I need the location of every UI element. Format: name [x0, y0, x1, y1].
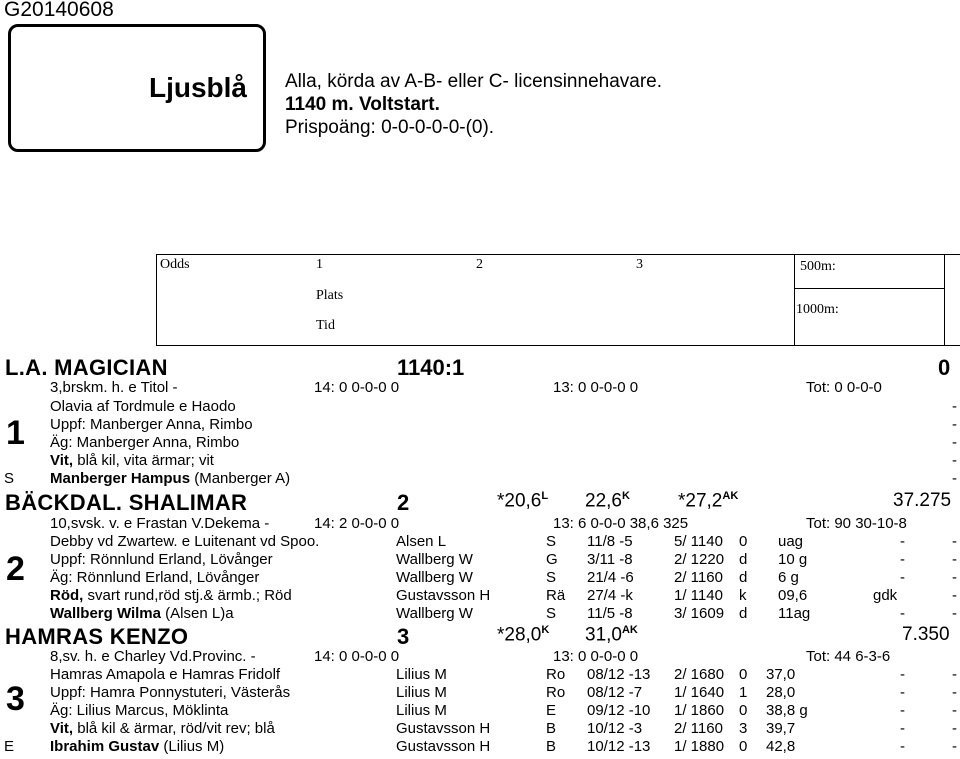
past-time: uag	[778, 533, 804, 550]
racing-colors: Röd, svart rund,röd stj.& ärmb.; Röd	[50, 587, 292, 604]
race-conditions	[285, 70, 662, 139]
condition-line: Alla, körda av A-B- eller C- licensinnehavare.	[285, 71, 663, 92]
past-placing: 1/ 1880	[674, 738, 725, 755]
breeder: Uppf: Manberger Anna, Rimbo	[50, 416, 253, 433]
row-dash: -	[952, 470, 957, 487]
colors-main: Vit,	[50, 452, 74, 469]
past-placing: 2/ 1160	[674, 720, 723, 737]
past-time: 11ag	[778, 605, 811, 622]
record-3: $*27,2^{AK}$	[678, 490, 739, 512]
row-dash: -	[952, 684, 957, 701]
stats-total: Tot: 44 6-3-6	[806, 648, 891, 665]
start-position: 2	[397, 490, 410, 515]
past-driver: Wallberg W	[396, 605, 473, 622]
odds-500m-label: 500m:	[800, 259, 836, 274]
start-number: 1	[6, 414, 25, 452]
odds-plats-label: Plats	[316, 288, 344, 303]
past-extra: -	[900, 702, 905, 719]
horse-info: 10,svsk. v. e Frastan V.Dekema -	[50, 515, 270, 532]
driver: Ibrahim Gustav (Lilius M)	[50, 738, 225, 755]
stats-2013: 13: 0 0-0-0 0	[553, 379, 639, 396]
past-date: 27/4 -k	[587, 587, 633, 604]
past-extra: -	[900, 605, 905, 622]
condition-line: Prispoäng: 0-0-0-0-0-(0).	[285, 117, 495, 138]
past-date: 08/12 -7	[587, 684, 643, 701]
race-color-box	[8, 24, 266, 152]
condition-line: 1140 m. Voltstart.	[285, 94, 440, 115]
past-time: 39,7	[766, 720, 796, 737]
past-date: 3/11 -8	[587, 551, 633, 568]
past-placing: 1/ 1640	[674, 684, 725, 701]
past-extra: -	[900, 569, 905, 586]
past-extra: -	[900, 551, 905, 568]
start-position: 3	[397, 624, 410, 649]
past-track: G	[546, 551, 558, 568]
horse-info: 3,brskm. h. e Titol -	[50, 379, 178, 396]
earnings: 37.275	[893, 490, 952, 511]
odds-label: Odds	[160, 257, 190, 272]
pedigree: Hamras Amapola e Hamras Fridolf	[50, 666, 281, 683]
past-date: 10/12 -13	[587, 738, 651, 755]
distance-time: 1140:1	[397, 355, 465, 380]
past-time: 10 g	[778, 551, 808, 568]
odds-tid-label: Tid	[316, 318, 335, 333]
owner: Äg: Manberger Anna, Rimbo	[50, 434, 240, 451]
past-driver: Gustavsson H	[396, 720, 491, 737]
past-mode: 0	[739, 702, 748, 719]
past-track: B	[546, 720, 557, 737]
past-date: 08/12 -13	[587, 666, 651, 683]
stats-2014: 14: 0 0-0-0 0	[314, 648, 400, 665]
past-driver: Wallberg W	[396, 551, 473, 568]
past-driver: Gustavsson H	[396, 587, 491, 604]
pedigree: Olavia af Tordmule e Haodo	[50, 398, 236, 415]
earnings: 0	[938, 355, 951, 380]
odds-1000m-label: 1000m:	[796, 302, 839, 317]
row-dash: -	[952, 434, 957, 451]
past-track: S	[546, 605, 557, 622]
race-code: G20140608	[4, 0, 114, 21]
start-number: 3	[6, 680, 25, 718]
past-mode: 3	[739, 720, 748, 737]
pedigree: Debby vd Zwartew. e Luitenant vd Spoo.	[50, 533, 320, 550]
breeder: Uppf: Hamra Ponnystuteri, Västerås	[50, 684, 291, 701]
past-time: 42,8	[766, 738, 796, 755]
stats-2013: 13: 0 0-0-0 0	[553, 648, 639, 665]
past-driver: Lilius M	[396, 684, 447, 701]
stats-2014: 14: 0 0-0-0 0	[314, 379, 400, 396]
past-track: E	[546, 702, 557, 719]
shoe-letter: S	[4, 470, 15, 487]
past-placing: 2/ 1680	[674, 666, 725, 683]
past-driver: Lilius M	[396, 702, 447, 719]
past-time: 6 g	[778, 569, 799, 586]
past-driver: Gustavsson H	[396, 738, 491, 755]
past-date: 10/12 -3	[587, 720, 643, 737]
past-date: 09/12 -10	[587, 702, 651, 719]
past-placing: 3/ 1609	[674, 605, 725, 622]
odds-col-2: 2	[476, 257, 483, 272]
row-dash: -	[952, 720, 957, 737]
row-dash: -	[952, 551, 957, 568]
earnings: 7.350	[902, 624, 950, 645]
owner: Äg: Lilius Marcus, Möklinta	[50, 702, 229, 719]
past-mode: 0	[739, 738, 748, 755]
row-dash: -	[952, 666, 957, 683]
past-extra: -	[900, 684, 905, 701]
horse-name: HAMRAS KENZO	[5, 624, 189, 649]
trainer: (Manberger A)	[190, 470, 291, 487]
past-time: 28,0	[766, 684, 796, 701]
past-mode: d	[739, 551, 748, 568]
race-color-name: Ljusblå	[148, 72, 247, 103]
past-driver: Alsen L	[396, 533, 447, 550]
past-track: S	[546, 569, 557, 586]
past-track: Ro	[546, 684, 566, 701]
stats-2014: 14: 2 0-0-0 0	[314, 515, 400, 532]
past-extra: gdk	[873, 587, 898, 604]
record-1: $*28,0^K$	[497, 624, 550, 646]
past-placing: 2/ 1220	[674, 551, 725, 568]
record-1: $*20,6^L$	[497, 490, 549, 512]
past-track: S	[546, 533, 557, 550]
horse-name: BÄCKDAL. SHALIMAR	[5, 490, 248, 515]
past-track: B	[546, 738, 557, 755]
breeder: Uppf: Rönnlund Erland, Lövånger	[50, 551, 273, 568]
past-date: 11/5 -8	[587, 605, 633, 622]
colors-rest: blå kil, vita ärmar; vit	[73, 452, 214, 469]
record-2: $31,0^{AK}$	[585, 624, 638, 646]
past-track: Ro	[546, 666, 566, 683]
past-mode: d	[739, 605, 748, 622]
row-dash: -	[952, 605, 957, 622]
past-extra: -	[900, 533, 905, 550]
past-mode: d	[739, 569, 748, 586]
driver	[50, 470, 290, 487]
past-mode: 1	[739, 684, 748, 701]
past-track: Rä	[546, 587, 566, 604]
past-extra: -	[900, 738, 905, 755]
driver: Wallberg Wilma (Alsen L)a	[50, 605, 234, 622]
stats-total: Tot: 90 30-10-8	[806, 515, 907, 532]
past-time: 37,0	[766, 666, 796, 683]
stats-total: Tot: 0 0-0-0	[806, 379, 882, 396]
record-2: $22,6^K$	[585, 490, 630, 512]
row-dash: -	[952, 452, 957, 469]
row-dash: -	[952, 587, 957, 604]
past-time: 38,8 g	[766, 702, 808, 719]
horse-name: L.A. MAGICIAN	[5, 355, 168, 380]
odds-col-3: 3	[636, 257, 643, 272]
past-driver: Lilius M	[396, 666, 447, 683]
start-number: 2	[6, 550, 25, 588]
owner: Äg: Rönnlund Erland, Lövånger	[50, 569, 260, 586]
row-dash: -	[952, 569, 957, 586]
past-mode: 0	[739, 666, 748, 683]
past-extra: -	[900, 720, 905, 737]
odds-col-1: 1	[316, 257, 323, 272]
past-placing: 2/ 1160	[674, 569, 723, 586]
past-placing: 1/ 1140	[674, 587, 723, 604]
row-dash: -	[952, 702, 957, 719]
past-placing: 5/ 1140	[674, 533, 723, 550]
past-mode: k	[739, 587, 747, 604]
shoe-letter: E	[4, 738, 15, 755]
past-date: 21/4 -6	[587, 569, 634, 586]
row-dash: -	[952, 533, 957, 550]
racing-colors	[50, 452, 214, 469]
past-driver: Wallberg W	[396, 569, 473, 586]
racing-colors: Vit, blå kil & ärmar, röd/vit rev; blå	[50, 720, 275, 737]
row-dash: -	[952, 398, 957, 415]
driver-name: Manberger Hampus	[50, 470, 191, 487]
horse-info: 8,sv. h. e Charley Vd.Provinc. -	[50, 648, 256, 665]
past-extra: -	[900, 666, 905, 683]
past-date: 11/8 -5	[587, 533, 633, 550]
past-mode: 0	[739, 533, 748, 550]
row-dash: -	[952, 738, 957, 755]
past-time: 09,6	[778, 587, 808, 604]
past-placing: 1/ 1860	[674, 702, 725, 719]
stats-2013: 13: 6 0-0-0 38,6 325	[553, 515, 689, 532]
row-dash: -	[952, 416, 957, 433]
